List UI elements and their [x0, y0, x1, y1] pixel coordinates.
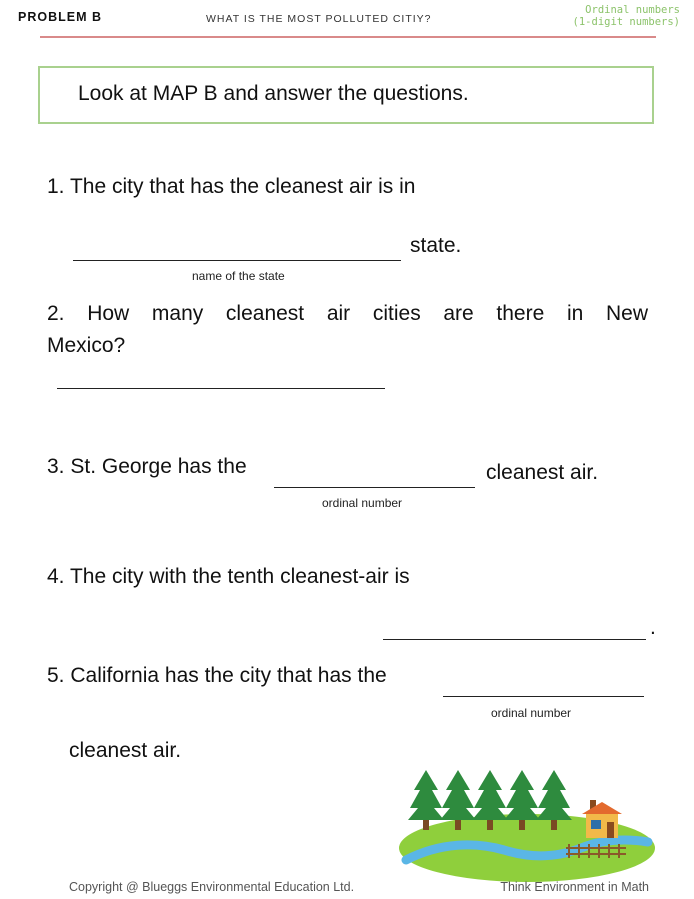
copyright-text: Copyright @ Blueggs Environmental Education Ltd. [69, 880, 355, 894]
question-4-text: 4. The city with the tenth cleanest-air is [47, 565, 410, 588]
tree-icon-1 [408, 770, 444, 830]
question-3-caption: ordinal number [322, 496, 403, 510]
question-1-answer-blank[interactable] [73, 260, 401, 261]
instruction-box [38, 66, 654, 124]
question-4-answer-blank[interactable] [383, 639, 646, 640]
problem-label: PROBLEM B [18, 10, 102, 24]
question-2-line-1: 2. How many cleanest air cities are there in New [47, 302, 648, 325]
house-icon [582, 800, 622, 838]
question-2-answer-blank[interactable] [57, 388, 385, 389]
worksheet-title: WHAT IS THE MOST POLLUTED CITIY? [206, 13, 432, 25]
topic-line-1: Ordinal numbers [585, 4, 680, 16]
question-5-suffix: cleanest air. [69, 739, 182, 762]
landscape-illustration [396, 764, 658, 884]
question-1-text: 1. The city that has the cleanest air is in [47, 175, 416, 198]
question-5-text: 5. California has the city that has the [47, 664, 387, 687]
question-4-period: . [650, 616, 656, 639]
topic-line-2: (1-digit numbers) [572, 16, 680, 28]
question-2-line-2: Mexico? [47, 334, 126, 357]
question-1-suffix: state. [410, 234, 462, 257]
question-3-text: 3. St. George has the [47, 455, 247, 478]
tagline-text: Think Environment in Math [500, 880, 649, 894]
header-divider [40, 36, 656, 38]
question-1-caption: name of the state [192, 269, 285, 283]
question-3-answer-blank[interactable] [274, 487, 475, 488]
topic-label [573, 4, 680, 28]
question-3-suffix: cleanest air. [486, 461, 599, 484]
question-5-answer-blank[interactable] [443, 696, 644, 697]
question-5-caption: ordinal number [491, 706, 572, 720]
instruction-text: Look at MAP B and answer the questions. [78, 82, 469, 105]
